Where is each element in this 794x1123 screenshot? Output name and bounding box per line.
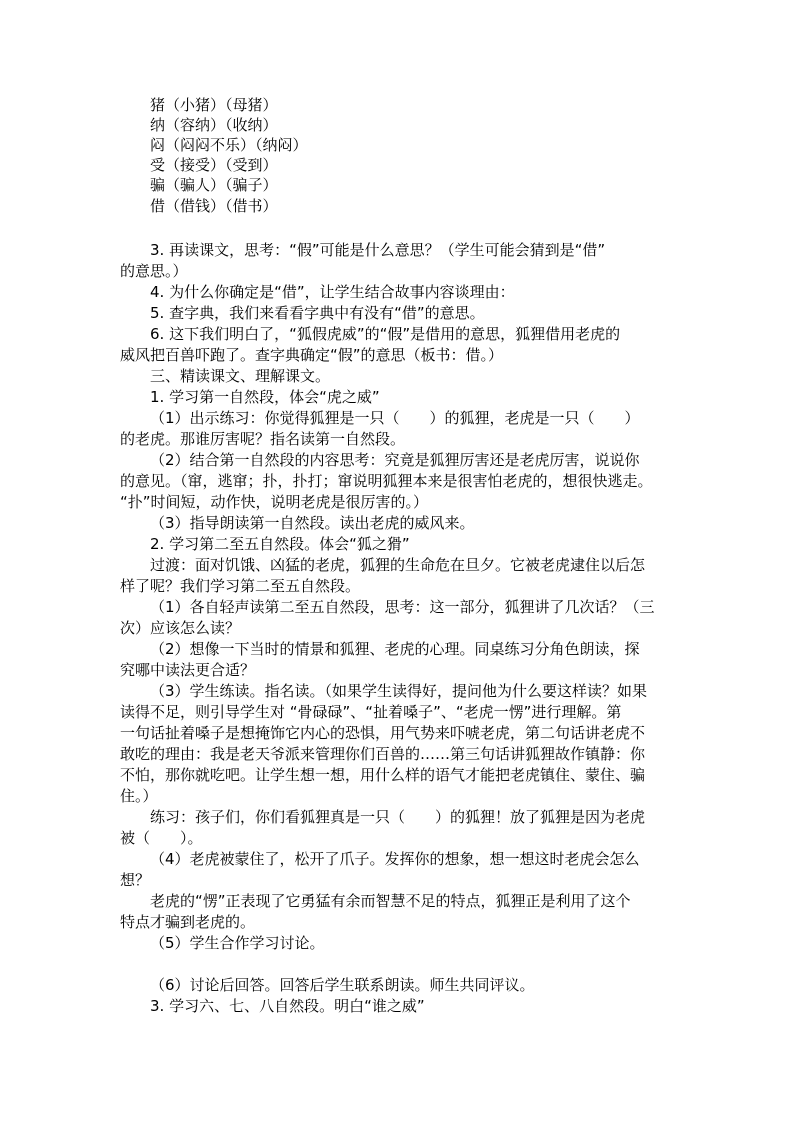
text-line: 4. 为什么你确定是“借”，让学生结合故事内容谈理由： <box>150 283 515 301</box>
text-line: 纳（容纳）（收纳） <box>150 116 278 134</box>
text-line: 不怕，那你就吃吧。让学生想一想，用什么样的语气才能把老虎镇住、蒙住、骗 <box>120 766 646 784</box>
text-line: 的意思。） <box>120 262 188 280</box>
text-line: 三、精读课文、理解课文。 <box>150 367 331 385</box>
text-line: “扑”时间短，动作快，说明老虎是很厉害的。） <box>120 493 429 511</box>
text-line: 2. 学习第二至五自然段。体会“狐之猾” <box>150 535 410 553</box>
text-line: 借（借钱）（借书） <box>150 197 278 215</box>
text-line: （2）想像一下当时的情景和狐狸、老虎的心理。同桌练习分角色朗读，探 <box>150 640 640 658</box>
text-line: 受（接受）（受到） <box>150 156 278 174</box>
text-line: 样了呢？我们学习第二至五自然段。 <box>120 577 361 595</box>
text-line: 究哪中读法更合适？ <box>120 661 256 679</box>
text-line: 猪（小猪）（母猪） <box>150 96 278 114</box>
text-line: （2）结合第一自然段的内容思考：究竟是狐狸厉害还是老虎厉害，说说你 <box>150 451 640 469</box>
text-line: 威风把百兽吓跑了。查字典确定“假”的意思（板书：借。） <box>120 346 504 364</box>
text-line: 3. 再读课文，思考：“假”可能是什么意思？（学生可能会猜到是“借” <box>150 241 606 259</box>
text-line: 读得不足，则引导学生对 “骨碌碌”、“扯着嗓子”、“老虎一愣”进行理解。第 <box>120 703 622 721</box>
text-line: 的意见。（窜，逃窜；扑，扑打；窜说明狐狸本来是很害怕老虎的，想很快逃走。 <box>120 472 653 490</box>
text-line: 老虎的“愣”正表现了它勇猛有余而智慧不足的特点，狐狸正是利用了这个 <box>150 892 631 910</box>
text-line: 骗（骗人）（骗子） <box>150 176 278 194</box>
text-line: 的老虎。那谁厉害呢？指名读第一自然段。 <box>120 430 406 448</box>
text-line: 想？ <box>120 871 151 889</box>
text-line: （6）讨论后回答。回答后学生联系朗读。师生共同评议。 <box>150 976 535 994</box>
text-line: （4）老虎被蒙住了，松开了爪子。发挥你的想象，想一想这时老虎会怎么 <box>150 850 640 868</box>
text-line: 5. 查字典，我们来看看字典中有没有“借”的意思。 <box>150 304 485 322</box>
text-line: 特点才骗到老虎的。 <box>120 913 256 931</box>
text-line: 被（ ）。 <box>120 829 203 847</box>
text-line: 过渡：面对饥饿、凶猛的老虎，狐狸的生命危在旦夕。它被老虎逮住以后怎 <box>150 556 646 574</box>
text-line: 练习：孩子们，你们看狐狸真是一只（ ）的狐狸！放了狐狸是因为老虎 <box>150 808 646 826</box>
text-line: （3）指导朗读第一自然段。读出老虎的威风来。 <box>150 514 475 532</box>
text-line: （5）学生合作学习讨论。 <box>150 934 325 952</box>
text-line: （3）学生练读。指名读。（如果学生读得好，提问他为什么要这样读？如果 <box>150 682 648 700</box>
text-line: 敢吃的理由：我是老天爷派来管理你们百兽的……第三句话讲狐狸故作镇静：你 <box>120 745 646 763</box>
text-line: 次）应该怎么读？ <box>120 619 241 637</box>
text-line: 1. 学习第一自然段，体会“虎之威” <box>150 388 380 406</box>
text-line: （1）各自轻声读第二至五自然段，思考：这一部分，狐狸讲了几次话？（三 <box>150 598 655 616</box>
text-line: 住。） <box>120 787 158 805</box>
text-line: 闷（闷闷不乐）（纳闷） <box>150 136 308 154</box>
text-line: 6. 这下我们明白了，“狐假虎威”的“假”是借用的意思，狐狸借用老虎的 <box>150 325 621 343</box>
text-line: 3. 学习六、七、八自然段。明白“谁之威” <box>150 997 425 1015</box>
text-line: （1）出示练习：你觉得狐狸是一只（ ）的狐狸，老虎是一只（ ） <box>150 409 640 427</box>
text-line: 一句话扯着嗓子是想掩饰它内心的恐惧，用气势来吓唬老虎，第二句话讲老虎不 <box>120 724 646 742</box>
